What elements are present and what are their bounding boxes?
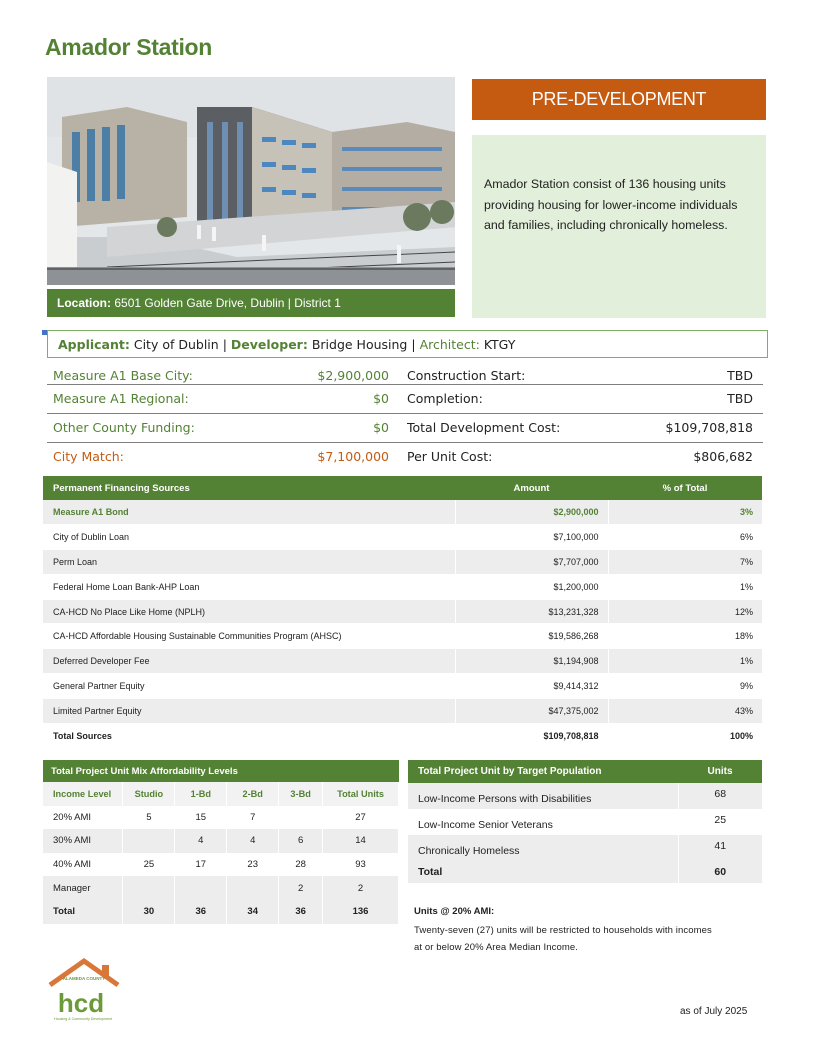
amount-cell: $2,900,000 (455, 500, 608, 525)
status-banner: PRE-DEVELOPMENT (472, 79, 766, 120)
amount-cell: $1,194,908 (455, 649, 608, 674)
architect-label: Architect: (419, 337, 480, 352)
schedule-label: Per Unit Cost: (407, 449, 493, 464)
schedule-value: TBD (727, 368, 753, 383)
logo-tagline-text: Housing & Community Development (54, 1017, 112, 1021)
page-title: Amador Station (45, 34, 213, 60)
table-row (43, 624, 762, 649)
table-row (408, 835, 762, 861)
amount-cell: $7,100,000 (455, 525, 608, 550)
column-header: Total Units (323, 782, 399, 806)
column-header: Total Project Unit by Target Population (408, 760, 678, 783)
column-header: % of Total (608, 476, 762, 500)
total-row (43, 900, 399, 924)
column-header: 3-Bd (279, 782, 323, 806)
schedule-value: $109,708,818 (665, 420, 753, 435)
project-description: Amador Station consist of 136 housing units providing housing for lower-income individuals and families, including chronically homeless. (484, 177, 738, 232)
table-title: Total Project Unit Mix Affordability Levels (43, 760, 399, 782)
column-header: Studio (123, 782, 175, 806)
location-label: Location: (57, 296, 111, 310)
developer-label: Developer: (230, 337, 308, 352)
source-cell: City of Dublin Loan (43, 525, 455, 550)
percent-cell: 43% (608, 698, 762, 723)
target-population-table (408, 760, 762, 883)
units-cell: 25 (678, 809, 762, 835)
cell: Manager (43, 876, 123, 900)
funding-value: $0 (373, 420, 389, 435)
financing-table (43, 476, 762, 748)
table-row (43, 698, 762, 723)
table-row (43, 876, 399, 900)
cell: 30% AMI (43, 829, 123, 853)
total-row (408, 861, 762, 883)
amount-cell: $47,375,002 (455, 698, 608, 723)
amount-cell: $19,586,268 (455, 624, 608, 649)
cell (175, 876, 227, 900)
as-of-date: as of July 2025 (680, 1006, 748, 1017)
funding-row (47, 414, 763, 443)
source-cell: Perm Loan (43, 550, 455, 575)
logo-county-text: ALAMEDA COUNTY (62, 976, 106, 981)
funding-row (47, 443, 763, 472)
source-cell: Total Sources (43, 723, 455, 748)
percent-cell: 1% (608, 649, 762, 674)
building-rendering-image (47, 77, 455, 285)
cell: 36 (175, 900, 227, 924)
separator: | (411, 337, 416, 352)
population-cell: Low-Income Persons with Disabilities (408, 783, 678, 809)
table-row (43, 649, 762, 674)
cell: 36 (279, 900, 323, 924)
cell: 5 (123, 806, 175, 830)
funding-row (47, 385, 763, 414)
schedule-label: Construction Start: (407, 368, 526, 383)
units-cell: 68 (678, 783, 762, 809)
column-header: Income Level (43, 782, 123, 806)
applicant-value: City of Dublin (133, 337, 219, 352)
applicant-label: Applicant: (58, 337, 130, 352)
cell: 2 (279, 876, 323, 900)
schedule-label: Completion: (407, 391, 483, 406)
cell: 2 (323, 876, 399, 900)
architect-value: KTGY (483, 337, 516, 352)
cell (123, 876, 175, 900)
cell: 7 (227, 806, 279, 830)
percent-cell: 18% (608, 624, 762, 649)
source-cell: Measure A1 Bond (43, 500, 455, 525)
table-row (43, 853, 399, 877)
percent-cell: 1% (608, 574, 762, 599)
amount-cell: $109,708,818 (455, 723, 608, 748)
cell: 23 (227, 853, 279, 877)
population-cell: Chronically Homeless (408, 835, 678, 861)
amount-cell: $13,231,328 (455, 599, 608, 624)
cell: 6 (279, 829, 323, 853)
percent-cell: 9% (608, 674, 762, 699)
percent-cell: 3% (608, 500, 762, 525)
source-cell: Federal Home Loan Bank-AHP Loan (43, 574, 455, 599)
source-cell: CA-HCD No Place Like Home (NPLH) (43, 599, 455, 624)
schedule-value: TBD (727, 391, 753, 406)
column-header: Units (678, 760, 762, 783)
cell (227, 876, 279, 900)
funding-value: $2,900,000 (317, 368, 389, 383)
units-cell: 41 (678, 835, 762, 861)
source-cell: Limited Partner Equity (43, 698, 455, 723)
table-row (43, 550, 762, 575)
cell (123, 829, 175, 853)
percent-cell: 6% (608, 525, 762, 550)
cell: 28 (279, 853, 323, 877)
units-cell: 60 (678, 861, 762, 883)
table-row (408, 809, 762, 835)
table-row (43, 829, 399, 853)
population-cell: Total (408, 861, 678, 883)
location-value: 6501 Golden Gate Drive, Dublin | District 1 (114, 296, 341, 310)
table-row (43, 525, 762, 550)
cell: 4 (175, 829, 227, 853)
hcd-logo (46, 957, 126, 1023)
cell: 34 (227, 900, 279, 924)
table-row (43, 500, 762, 525)
amount-cell: $9,414,312 (455, 674, 608, 699)
column-header-row (43, 782, 399, 806)
column-header: Amount (455, 476, 608, 500)
table-row (43, 674, 762, 699)
schedule-label: Total Development Cost: (407, 420, 561, 435)
cell: 93 (323, 853, 399, 877)
cell: 136 (323, 900, 399, 924)
source-cell: General Partner Equity (43, 674, 455, 699)
cell: 20% AMI (43, 806, 123, 830)
amount-cell: $1,200,000 (455, 574, 608, 599)
cell: 30 (123, 900, 175, 924)
funding-value: $7,100,000 (317, 449, 389, 464)
logo-mark-text: hcd (57, 988, 105, 1018)
source-cell: Deferred Developer Fee (43, 649, 455, 674)
percent-cell: 12% (608, 599, 762, 624)
project-team-bar (47, 330, 768, 358)
percent-cell: 7% (608, 550, 762, 575)
funding-label: City Match: (53, 449, 124, 464)
ami-note-text: Twenty-seven (27) units will be restricted to households with incomes at or below 20% Area Median Income. (414, 925, 712, 953)
funding-label: Measure A1 Base City: (53, 368, 193, 383)
ami-note-heading: Units @ 20% AMI: (414, 906, 495, 917)
cell: 17 (175, 853, 227, 877)
amount-cell: $7,707,000 (455, 550, 608, 575)
column-header: 2-Bd (227, 782, 279, 806)
table-row (43, 599, 762, 624)
developer-value: Bridge Housing (311, 337, 408, 352)
cell: Total (43, 900, 123, 924)
column-header: Permanent Financing Sources (43, 476, 455, 500)
cell: 25 (123, 853, 175, 877)
population-cell: Low-Income Senior Veterans (408, 809, 678, 835)
funding-label: Measure A1 Regional: (53, 391, 189, 406)
unit-mix-table (43, 760, 399, 924)
percent-cell: 100% (608, 723, 762, 748)
table-row (408, 783, 762, 809)
cell: 4 (227, 829, 279, 853)
schedule-value: $806,682 (693, 449, 753, 464)
column-header: 1-Bd (175, 782, 227, 806)
cell: 27 (323, 806, 399, 830)
cell: 15 (175, 806, 227, 830)
funding-value: $0 (373, 391, 389, 406)
source-cell: CA-HCD Affordable Housing Sustainable Communities Program (AHSC) (43, 624, 455, 649)
location-bar (47, 289, 455, 317)
table-row (43, 574, 762, 599)
separator: | (222, 337, 227, 352)
table-row (43, 806, 399, 830)
cell: 40% AMI (43, 853, 123, 877)
total-row (43, 723, 762, 748)
funding-label: Other County Funding: (53, 420, 195, 435)
cell: 14 (323, 829, 399, 853)
cell (279, 806, 323, 830)
